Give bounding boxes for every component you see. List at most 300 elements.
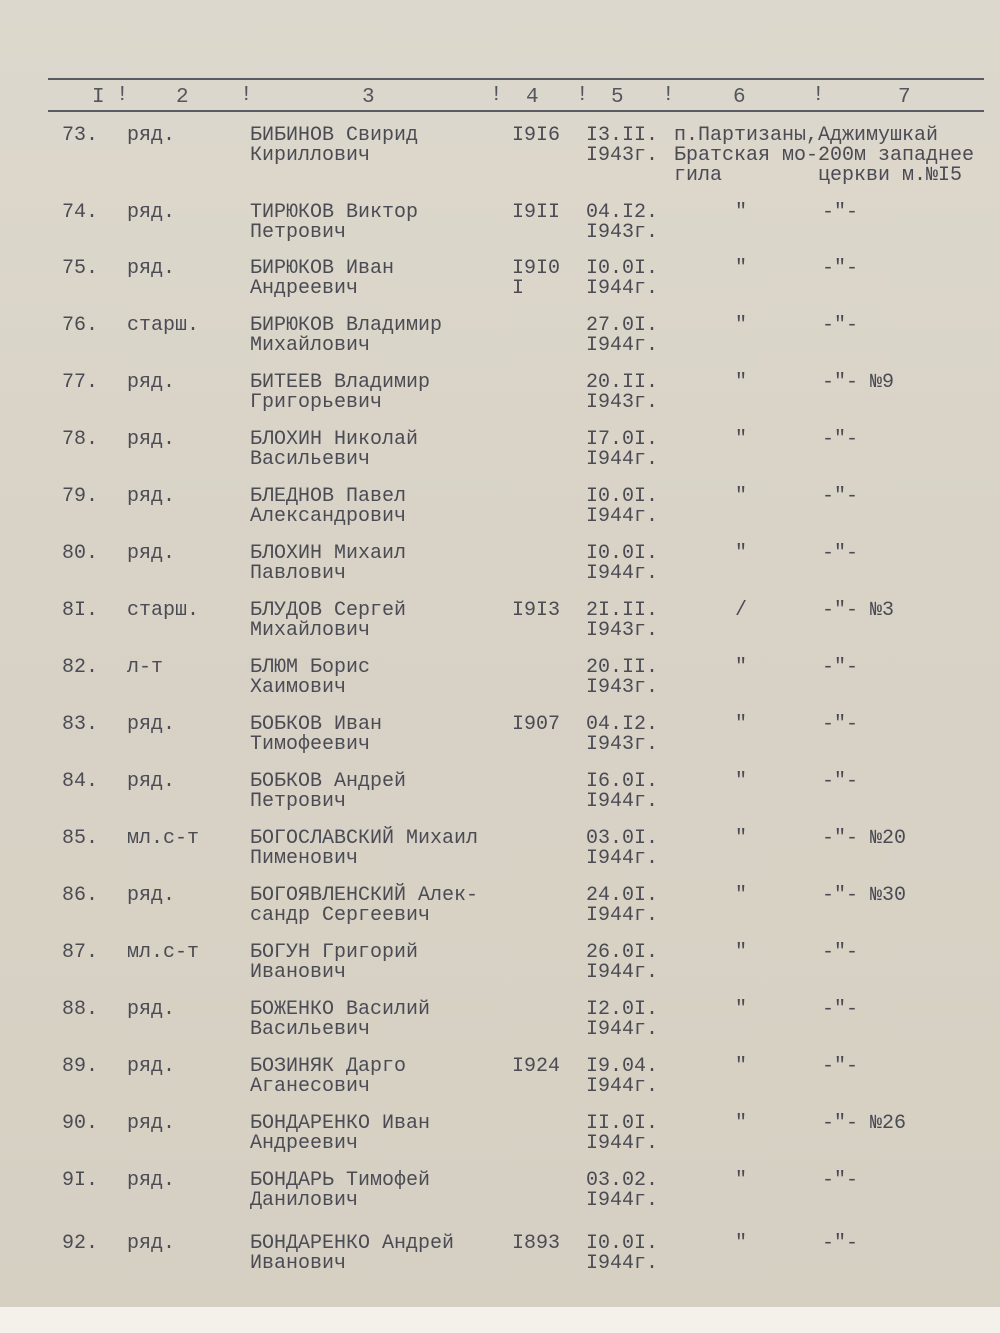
ditto-mark: " (735, 428, 748, 451)
row-number (62, 126, 98, 146)
table-row (0, 886, 1000, 942)
row-number-text: 90. (62, 1112, 99, 1135)
death-date-year: I944г. (586, 505, 659, 528)
death-date-day: I0.0I. (586, 1232, 659, 1255)
patronymic: Иванович (250, 1252, 347, 1275)
death-date-year: I944г. (586, 448, 659, 471)
ditto-col-7 (822, 316, 858, 336)
patronymic: Кириллович (250, 144, 371, 167)
surname-name: ТИРЮКОВ Виктор (250, 201, 419, 224)
death-date (586, 259, 658, 299)
patronymic: сандр Сергеевич (250, 904, 431, 927)
death-date-day: 24.0I. (586, 884, 659, 907)
birth-year-text: I9I0 (512, 257, 561, 280)
death-date-year: I943г. (586, 391, 659, 414)
ditto-mark: " (735, 542, 748, 565)
table-row (0, 715, 1000, 771)
table-row (0, 124, 1000, 187)
header-col-1: I (92, 86, 105, 109)
ditto-col-6 (735, 487, 747, 507)
ditto-grave: -"- (822, 314, 859, 337)
full-name (250, 772, 406, 812)
rank-text: ряд. (127, 1169, 176, 1192)
ditto-mark: " (735, 201, 748, 224)
death-date-day: I6.0I. (586, 770, 659, 793)
ditto-col-6 (735, 1057, 747, 1077)
burial-place-line2: Братская мо-200м западнее (674, 144, 975, 167)
death-date-day: I7.0I. (586, 428, 659, 451)
patronymic: Хаимович (250, 676, 347, 699)
rank (127, 203, 175, 223)
rank (127, 316, 199, 336)
ditto-col-6 (735, 430, 747, 450)
birth-year-text: I924 (512, 1055, 561, 1078)
rank-text: л-т (127, 656, 164, 679)
death-date-year: I943г. (586, 144, 659, 167)
ditto-grave: -"- (822, 998, 859, 1021)
death-date-day: I0.0I. (586, 542, 659, 565)
table-row (0, 1234, 1000, 1290)
rank (127, 259, 175, 279)
ditto-mark: " (735, 1232, 748, 1255)
ditto-col-7 (822, 203, 858, 223)
full-name (250, 601, 406, 641)
ditto-grave: -"- №26 (822, 1112, 907, 1135)
death-date (586, 943, 658, 983)
rank-text: ряд. (127, 485, 176, 508)
patronymic: Андреевич (250, 277, 359, 300)
ditto-col-6 (735, 1234, 747, 1254)
ditto-col-7 (822, 373, 894, 393)
table-row (0, 943, 1000, 999)
ditto-col-7 (822, 715, 858, 735)
table-row (0, 1000, 1000, 1056)
patronymic: Андреевич (250, 1132, 359, 1155)
rank (127, 430, 175, 450)
full-name (250, 373, 430, 413)
death-date (586, 772, 658, 812)
death-date-year: I944г. (586, 1189, 659, 1212)
rank-text: ряд. (127, 1055, 176, 1078)
surname-name: БОБКОВ Андрей (250, 770, 407, 793)
rank-text: мл.с-т (127, 941, 200, 964)
patronymic: Александрович (250, 505, 407, 528)
ditto-col-6 (735, 886, 747, 906)
ditto-grave: -"- (822, 941, 859, 964)
patronymic: Петрович (250, 221, 347, 244)
ditto-grave: -"- (822, 770, 859, 793)
birth-year-note: I (512, 277, 525, 300)
birth-year (512, 715, 560, 735)
burial-place-line3: гила церкви м.№I5 (674, 164, 963, 187)
row-number (62, 886, 98, 906)
header-col-7: 7 (898, 86, 911, 109)
ditto-col-6 (735, 203, 747, 223)
burial-place (674, 126, 974, 186)
birth-year (512, 126, 560, 146)
row-number (62, 601, 98, 621)
rank-text: старш. (127, 599, 200, 622)
surname-name: БОНДАРЕНКО Андрей (250, 1232, 455, 1255)
ditto-col-7 (822, 1171, 858, 1191)
patronymic: Аганесович (250, 1075, 371, 1098)
row-number (62, 715, 98, 735)
death-date-year: I944г. (586, 790, 659, 813)
rank (127, 1000, 175, 1020)
row-number (62, 658, 98, 678)
death-date (586, 373, 658, 413)
death-date-year: I944г. (586, 562, 659, 585)
row-number-text: 73. (62, 124, 99, 147)
ditto-col-7 (822, 1234, 858, 1254)
full-name (250, 829, 478, 869)
table-row (0, 373, 1000, 429)
rank-text: ряд. (127, 542, 176, 565)
full-name (250, 126, 418, 166)
ditto-col-6 (735, 1114, 747, 1134)
row-number (62, 1234, 98, 1254)
header-separator: ! (490, 84, 503, 107)
ditto-grave: -"- №3 (822, 599, 895, 622)
death-date-day: II.0I. (586, 1112, 659, 1135)
header-col-2: 2 (176, 86, 189, 109)
rank-text: ряд. (127, 884, 176, 907)
ditto-col-7 (822, 544, 858, 564)
rank (127, 373, 175, 393)
rank-text: ряд. (127, 124, 176, 147)
row-number-text: 76. (62, 314, 99, 337)
death-date-day: 27.0I. (586, 314, 659, 337)
rank (127, 943, 199, 963)
death-date (586, 1057, 658, 1097)
surname-name: БИРЮКОВ Владимир (250, 314, 443, 337)
full-name (250, 658, 370, 698)
death-date-day: I0.0I. (586, 257, 659, 280)
surname-name: БЛОХИН Михаил (250, 542, 407, 565)
ditto-grave: -"- (822, 1169, 859, 1192)
row-number-text: 82. (62, 656, 99, 679)
death-date-day: 26.0I. (586, 941, 659, 964)
row-number (62, 373, 98, 393)
row-number (62, 430, 98, 450)
death-date-day: I2.0I. (586, 998, 659, 1021)
ditto-grave: -"- (822, 542, 859, 565)
rank (127, 544, 175, 564)
birth-year (512, 601, 560, 621)
full-name (250, 1000, 430, 1040)
ditto-col-6 (735, 772, 747, 792)
burial-place-line1: п.Партизаны,Аджимушкай (674, 124, 939, 147)
ditto-grave: -"- (822, 1055, 859, 1078)
header-bottom-rule (48, 110, 984, 112)
ditto-mark: / (735, 599, 748, 622)
row-number-text: 85. (62, 827, 99, 850)
header-separator: ! (576, 84, 589, 107)
ditto-grave: -"- (822, 1232, 859, 1255)
patronymic: Васильевич (250, 448, 371, 471)
patronymic: Пименович (250, 847, 359, 870)
ditto-col-6 (735, 1171, 747, 1191)
full-name (250, 430, 418, 470)
row-number-text: 9I. (62, 1169, 99, 1192)
ditto-col-6 (735, 829, 747, 849)
death-date-day: 03.0I. (586, 827, 659, 850)
patronymic: Михайлович (250, 619, 371, 642)
death-date-day: 20.II. (586, 371, 659, 394)
death-date-day: I0.0I. (586, 485, 659, 508)
surname-name: БИРЮКОВ Иван (250, 257, 395, 280)
rank (127, 126, 175, 146)
ditto-mark: " (735, 485, 748, 508)
row-number-text: 80. (62, 542, 99, 565)
ditto-col-6 (735, 259, 747, 279)
row-number-text: 78. (62, 428, 99, 451)
row-number (62, 1000, 98, 1020)
surname-name: БОБКОВ Иван (250, 713, 383, 736)
full-name (250, 886, 478, 926)
row-number-text: 79. (62, 485, 99, 508)
death-date-day: 04.I2. (586, 201, 659, 224)
death-date-day: 04.I2. (586, 713, 659, 736)
rank (127, 886, 175, 906)
death-date-year: I944г. (586, 1075, 659, 1098)
table-row (0, 544, 1000, 600)
ditto-col-7 (822, 886, 906, 906)
death-date (586, 658, 658, 698)
ditto-grave: -"- (822, 485, 859, 508)
table-row (0, 430, 1000, 486)
death-date (586, 1114, 658, 1154)
surname-name: БЛУДОВ Сергей (250, 599, 407, 622)
death-date (586, 829, 658, 869)
rank (127, 1114, 175, 1134)
ditto-col-6 (735, 943, 747, 963)
full-name (250, 1057, 406, 1097)
rank (127, 1171, 175, 1191)
ditto-col-6 (735, 316, 747, 336)
header-col-4: 4 (526, 86, 539, 109)
full-name (250, 259, 394, 299)
death-date-year: I944г. (586, 1018, 659, 1041)
ditto-mark: " (735, 713, 748, 736)
surname-name: БЛЕДНОВ Павел (250, 485, 407, 508)
death-date-year: I944г. (586, 277, 659, 300)
row-number (62, 203, 98, 223)
death-date-year: I944г. (586, 847, 659, 870)
rank-text: ряд. (127, 201, 176, 224)
ditto-col-7 (822, 1057, 858, 1077)
surname-name: БОГОСЛАВСКИЙ Михаил (250, 827, 479, 850)
death-date (586, 487, 658, 527)
death-date (586, 430, 658, 470)
row-number-text: 8I. (62, 599, 99, 622)
ditto-grave: -"- (822, 656, 859, 679)
header-separator: ! (812, 84, 825, 107)
surname-name: БОГОЯВЛЕНСКИЙ Алек- (250, 884, 479, 907)
header-separator: ! (662, 84, 675, 107)
rank-text: мл.с-т (127, 827, 200, 850)
ditto-col-7 (822, 601, 894, 621)
rank (127, 772, 175, 792)
ditto-grave: -"- (822, 201, 859, 224)
ditto-col-6 (735, 601, 747, 621)
table-row (0, 601, 1000, 657)
death-date (586, 316, 658, 356)
patronymic: Тимофеевич (250, 733, 371, 756)
death-date-day: 03.02. (586, 1169, 659, 1192)
rank-text: ряд. (127, 998, 176, 1021)
death-date (586, 126, 658, 166)
row-number (62, 259, 98, 279)
row-number-text: 75. (62, 257, 99, 280)
birth-year-text: I893 (512, 1232, 561, 1255)
death-date (586, 715, 658, 755)
ditto-mark: " (735, 314, 748, 337)
rank (127, 658, 163, 678)
surname-name: БОНДАРЕНКО Иван (250, 1112, 431, 1135)
death-date-day: 2I.II. (586, 599, 659, 622)
death-date (586, 1000, 658, 1040)
ditto-mark: " (735, 656, 748, 679)
ditto-col-6 (735, 544, 747, 564)
ditto-mark: " (735, 998, 748, 1021)
death-date-day: I3.II. (586, 124, 659, 147)
ditto-mark: " (735, 371, 748, 394)
rank (127, 1234, 175, 1254)
table-row (0, 772, 1000, 828)
header-col-6: 6 (733, 86, 746, 109)
ditto-col-7 (822, 1000, 858, 1020)
birth-year (512, 203, 560, 223)
table-row (0, 658, 1000, 714)
patronymic: Иванович (250, 961, 347, 984)
death-date (586, 203, 658, 243)
ditto-col-6 (735, 715, 747, 735)
header-separator: ! (116, 84, 129, 107)
birth-year (512, 259, 560, 299)
ditto-grave: -"- №20 (822, 827, 907, 850)
table-row (0, 1171, 1000, 1227)
ditto-col-7 (822, 430, 858, 450)
patronymic: Данилович (250, 1189, 359, 1212)
rank-text: старш. (127, 314, 200, 337)
rank-text: ряд. (127, 428, 176, 451)
death-date-year: I943г. (586, 676, 659, 699)
rank (127, 715, 175, 735)
ditto-col-7 (822, 1114, 906, 1134)
rank-text: ряд. (127, 1112, 176, 1135)
death-date-year: I943г. (586, 619, 659, 642)
full-name (250, 544, 406, 584)
row-number-text: 77. (62, 371, 99, 394)
row-number (62, 1057, 98, 1077)
death-date-year: I943г. (586, 221, 659, 244)
rank (127, 601, 199, 621)
row-number-text: 89. (62, 1055, 99, 1078)
ditto-grave: -"- (822, 713, 859, 736)
ditto-grave: -"- (822, 428, 859, 451)
death-date (586, 1234, 658, 1274)
header-separator: ! (240, 84, 253, 107)
row-number-text: 86. (62, 884, 99, 907)
ditto-mark: " (735, 257, 748, 280)
death-date (586, 886, 658, 926)
ditto-mark: " (735, 827, 748, 850)
rank-text: ряд. (127, 1232, 176, 1255)
row-number (62, 829, 98, 849)
rank-text: ряд. (127, 713, 176, 736)
row-number (62, 1114, 98, 1134)
full-name (250, 316, 442, 356)
patronymic: Михайлович (250, 334, 371, 357)
full-name (250, 1234, 454, 1274)
full-name (250, 715, 382, 755)
death-date-year: I944г. (586, 1252, 659, 1275)
row-number (62, 544, 98, 564)
ditto-col-7 (822, 943, 858, 963)
ditto-grave: -"- №30 (822, 884, 907, 907)
birth-year-text: I9II (512, 201, 561, 224)
ditto-mark: " (735, 1112, 748, 1135)
table-row (0, 1114, 1000, 1170)
table-row (0, 203, 1000, 259)
death-date (586, 544, 658, 584)
surname-name: БИБИНОВ Свирид (250, 124, 419, 147)
death-date-day: I9.04. (586, 1055, 659, 1078)
ditto-col-7 (822, 487, 858, 507)
surname-name: БИТЕЕВ Владимир (250, 371, 431, 394)
ditto-col-6 (735, 1000, 747, 1020)
header-col-5: 5 (611, 86, 624, 109)
table-row (0, 259, 1000, 315)
ditto-mark: " (735, 941, 748, 964)
surname-name: БОЗИНЯК Дарго (250, 1055, 407, 1078)
rank (127, 829, 199, 849)
death-date-year: I944г. (586, 904, 659, 927)
row-number (62, 772, 98, 792)
death-date-year: I944г. (586, 334, 659, 357)
full-name (250, 487, 406, 527)
row-number (62, 487, 98, 507)
row-number (62, 943, 98, 963)
patronymic: Павлович (250, 562, 347, 585)
ditto-mark: " (735, 770, 748, 793)
ditto-mark: " (735, 884, 748, 907)
row-number-text: 84. (62, 770, 99, 793)
row-number (62, 316, 98, 336)
patronymic: Петрович (250, 790, 347, 813)
death-date-year: I943г. (586, 733, 659, 756)
patronymic: Григорьевич (250, 391, 383, 414)
birth-year-text: I9I6 (512, 124, 561, 147)
death-date (586, 1171, 658, 1211)
table-row (0, 1057, 1000, 1113)
row-number-text: 92. (62, 1232, 99, 1255)
death-date-day: 20.II. (586, 656, 659, 679)
full-name (250, 943, 418, 983)
ditto-col-7 (822, 829, 906, 849)
ditto-grave: -"- (822, 257, 859, 280)
birth-year (512, 1234, 560, 1254)
ditto-col-7 (822, 259, 858, 279)
header-col-3: 3 (362, 86, 375, 109)
patronymic: Васильевич (250, 1018, 371, 1041)
rank-text: ряд. (127, 371, 176, 394)
row-number-text: 88. (62, 998, 99, 1021)
row-number-text: 74. (62, 201, 99, 224)
death-date (586, 601, 658, 641)
full-name (250, 1171, 430, 1211)
